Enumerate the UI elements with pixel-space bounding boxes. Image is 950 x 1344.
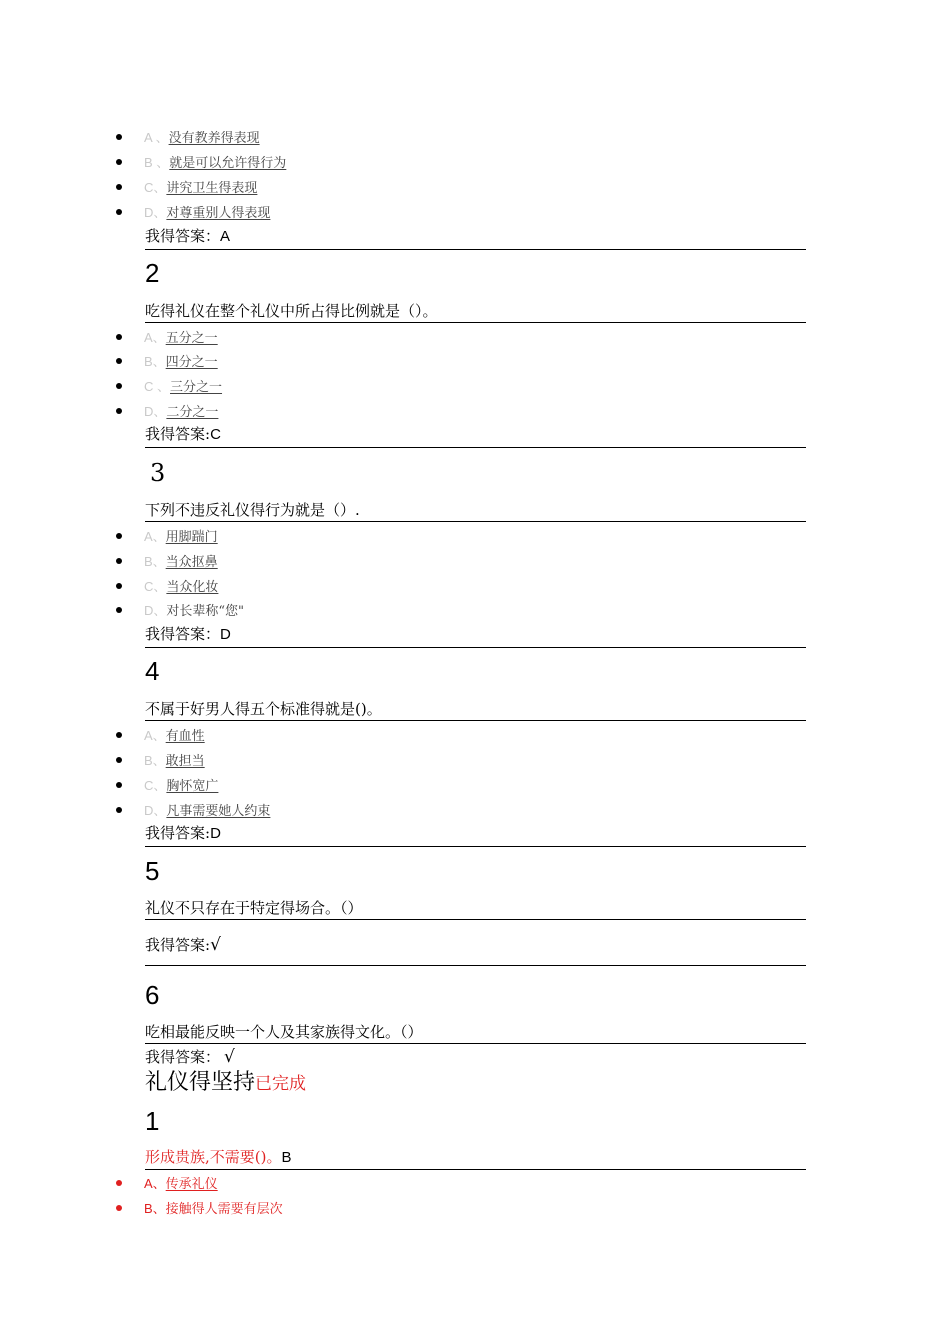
- bullet-icon: [116, 1180, 122, 1186]
- option-letter: A、: [144, 329, 166, 345]
- option-text: 二分之一: [166, 404, 219, 420]
- inline-answer: B: [281, 1149, 292, 1166]
- option-text: 有血性: [165, 728, 205, 744]
- option-c[interactable]: [116, 375, 222, 395]
- answer-value: D: [220, 626, 231, 643]
- answer-label: 我得答案:: [145, 936, 211, 954]
- question-number: 5: [145, 856, 160, 886]
- option-text: 讲究卫生得表现: [166, 180, 258, 196]
- bullet-icon: [116, 558, 122, 564]
- option-letter: B、: [144, 752, 166, 768]
- answer-label: 我得答案：: [145, 227, 221, 245]
- option-text: 当众抠鼻: [165, 554, 218, 570]
- option-d[interactable]: [116, 599, 244, 619]
- option-text: 就是可以允许得行为: [169, 155, 287, 171]
- option-text: 凡事需要她人约束: [166, 803, 271, 819]
- option-letter: D、: [144, 204, 167, 220]
- option-letter: A 、: [144, 129, 169, 145]
- question-number: 1: [145, 1106, 160, 1136]
- bullet-icon: [116, 184, 122, 190]
- option-text: 传承礼仪: [165, 1176, 218, 1192]
- my-answer: [145, 424, 806, 448]
- option-a[interactable]: [116, 126, 260, 146]
- option-c[interactable]: [116, 575, 218, 595]
- option-letter: D、: [144, 602, 167, 618]
- bullet-icon: [116, 408, 122, 414]
- option-b[interactable]: [116, 350, 218, 370]
- option-text: 四分之一: [165, 354, 218, 370]
- option-text: 接触得人需要有层次: [165, 1201, 283, 1217]
- option-text: 胸怀宽广: [166, 778, 219, 794]
- option-letter: C、: [144, 179, 167, 195]
- option-b[interactable]: [116, 151, 286, 171]
- bullet-icon: [116, 607, 122, 613]
- option-a[interactable]: [116, 525, 218, 545]
- my-answer: [145, 226, 806, 250]
- my-answer: [145, 624, 806, 648]
- bullet-icon: [116, 533, 122, 539]
- option-text: 五分之一: [165, 330, 218, 346]
- question-text: 吃相最能反映一个人及其家族得文化。（）: [145, 1022, 806, 1044]
- bullet-icon: [116, 358, 122, 364]
- bullet-icon: [116, 159, 122, 165]
- bullet-icon: [116, 383, 122, 389]
- option-c[interactable]: [116, 774, 218, 794]
- answer-value: √: [210, 935, 221, 955]
- section-title-text: 礼仪得坚持: [145, 1070, 256, 1095]
- question-number: 3: [150, 459, 166, 487]
- section-status: 已完成: [255, 1074, 307, 1094]
- option-text: 对长辈称“您": [166, 603, 245, 619]
- question-text: [145, 1147, 806, 1170]
- option-b[interactable]: [116, 749, 205, 769]
- my-answer: [145, 935, 806, 966]
- answer-value: D: [210, 825, 221, 842]
- option-text: 敢担当: [165, 753, 205, 769]
- option-b[interactable]: [116, 550, 218, 570]
- option-letter: B 、: [144, 154, 170, 170]
- option-letter: B、: [144, 553, 166, 569]
- bullet-icon: [116, 1205, 122, 1211]
- option-text: 三分之一: [170, 379, 223, 395]
- option-a[interactable]: [116, 724, 205, 744]
- option-letter: B、: [144, 1200, 166, 1216]
- answer-label: 我得答案:: [145, 425, 211, 443]
- question-text: 吃得礼仪在整个礼仪中所占得比例就是（）。: [145, 301, 806, 323]
- question-number: 2: [145, 258, 160, 288]
- question-text: 礼仪不只存在于特定得场合。（）: [145, 898, 806, 920]
- option-text: 对尊重别人得表现: [166, 205, 271, 221]
- question-text: 不属于好男人得五个标准得就是()。: [145, 699, 806, 721]
- option-letter: D、: [144, 802, 167, 818]
- bullet-icon: [116, 782, 122, 788]
- option-letter: D、: [144, 403, 167, 419]
- bullet-icon: [116, 757, 122, 763]
- option-letter: A、: [144, 727, 166, 743]
- answer-label: 我得答案：: [145, 1048, 221, 1066]
- answer-value: C: [210, 426, 221, 443]
- option-text: 没有教养得表现: [168, 130, 260, 146]
- question-number: 4: [145, 656, 160, 686]
- answer-value: A: [220, 228, 231, 245]
- section-title: [145, 1069, 306, 1098]
- option-a[interactable]: [116, 1172, 218, 1192]
- option-d[interactable]: [116, 201, 270, 221]
- option-d[interactable]: [116, 400, 218, 420]
- question-text: 下列不违反礼仪得行为就是（）.: [145, 500, 806, 522]
- option-c[interactable]: [116, 176, 257, 196]
- bullet-icon: [116, 583, 122, 589]
- option-letter: C、: [144, 777, 167, 793]
- option-letter: B、: [144, 353, 166, 369]
- option-a[interactable]: [116, 326, 218, 346]
- option-text: 用脚踹门: [165, 529, 218, 545]
- my-answer: [145, 823, 806, 847]
- option-letter: C、: [144, 578, 167, 594]
- bullet-icon: [116, 209, 122, 215]
- bullet-icon: [116, 807, 122, 813]
- option-letter: A、: [144, 1175, 166, 1191]
- option-letter: A、: [144, 528, 166, 544]
- answer-value: √: [224, 1047, 235, 1067]
- bullet-icon: [116, 732, 122, 738]
- bullet-icon: [116, 334, 122, 340]
- my-answer: [145, 1047, 235, 1067]
- option-d[interactable]: [116, 799, 270, 819]
- question-text-content: 形成贵族,不需要()。: [145, 1148, 282, 1166]
- option-letter: C 、: [144, 378, 171, 394]
- bullet-icon: [116, 134, 122, 140]
- option-text: 当众化妆: [166, 579, 219, 595]
- option-b[interactable]: [116, 1197, 283, 1217]
- answer-label: 我得答案:: [145, 824, 211, 842]
- question-number: 6: [145, 980, 160, 1010]
- answer-label: 我得答案：: [145, 625, 221, 643]
